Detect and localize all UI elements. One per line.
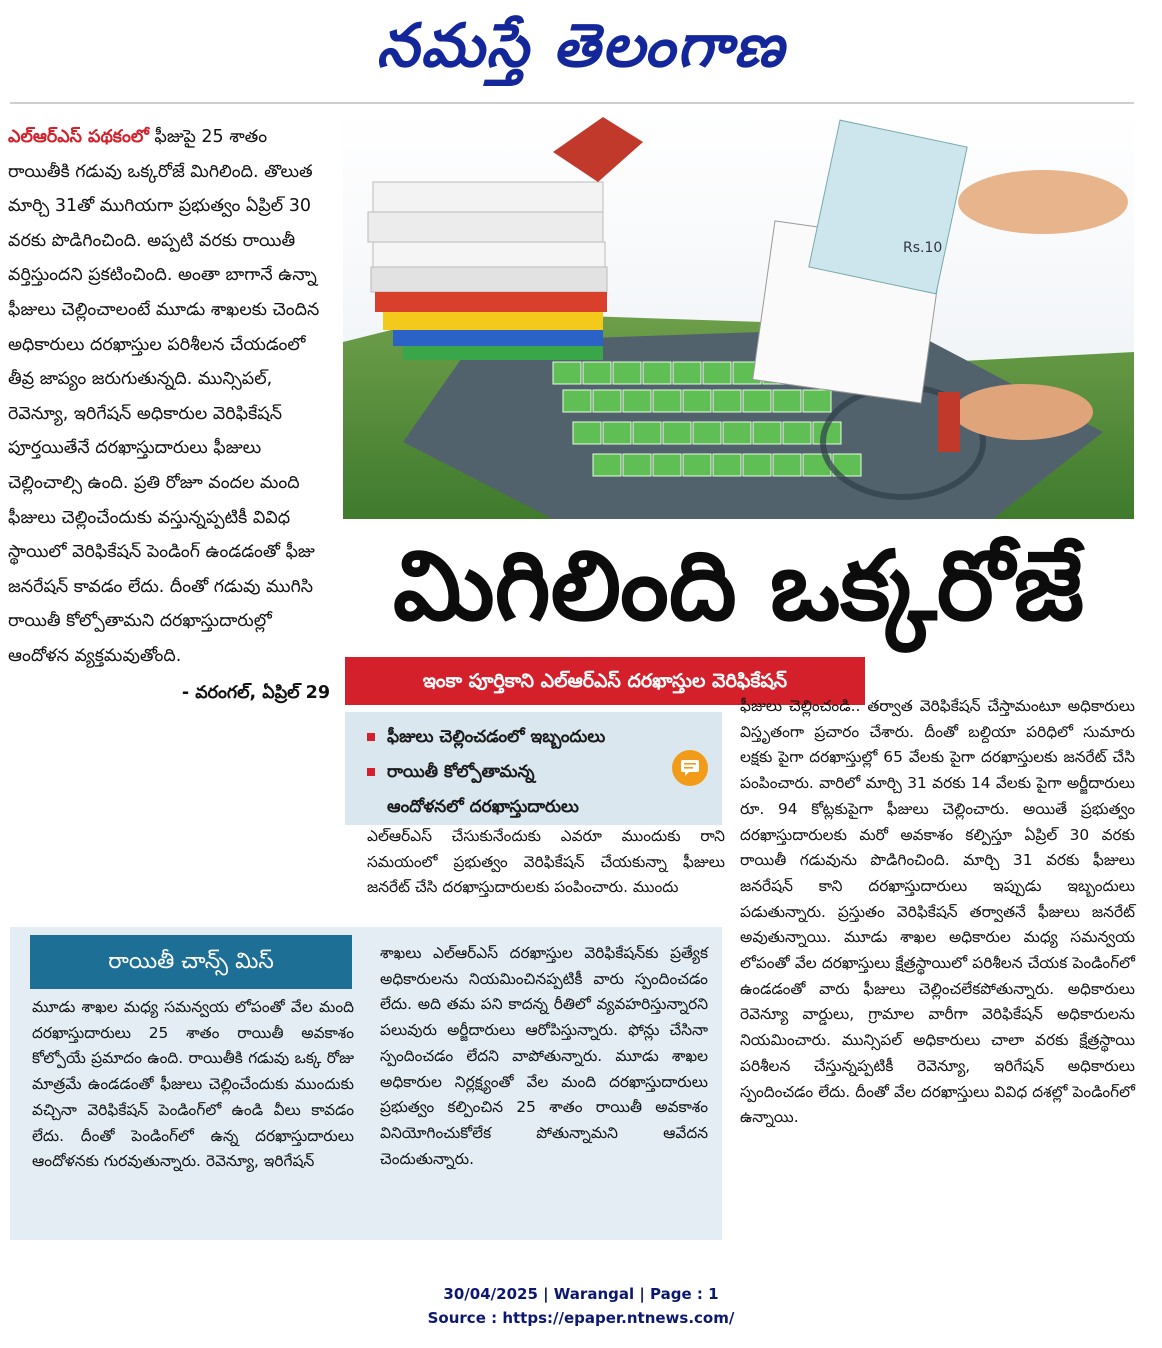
dateline: - వరంగల్‌, ఏప్రిల్‌ 29 [181, 682, 330, 703]
sidebar-box [10, 927, 722, 1240]
sidebar-paragraph-right: శాఖలు ఎల్‌ఆర్‌ఎస్‌ దరఖాస్తుల వెరిఫికేషన్‌కు ప్రత్యేక అధికారులను నియమించినప్పటికీ వారు స్పందించడం లేదు. అది తమ పని కాదన్న రీతిలో వ్యవహరిస్తున్నారని పలువురు అర్జీదారులు ఆరోపిస్తున్నారు. ఫోన్లు చేసినా స్పందించడం లేదని వాపోతున్నారు. మూడు శాఖల అధికారుల నిర్లక్ష్యంతో వేల మంది దరఖాస్తుదారులు ప్రభుత్వం కల్పించిన 25 శాతం రాయితీ అవకాశం వినియోగించుకోలేక పోతున్నామని ఆవేదన చెందుతున్నారు. [380, 944, 708, 1168]
lead-body: ఫీజుపై 25 శాతం రాయితీకి గడువు ఒక్కరోజే మిగిలింది. తొలుత మార్చి 31తో ముగియగా ప్రభుత్వం ఏప్రిల్‌ 30 వరకు పొడిగించింది. అప్పటి వరకు రాయితీ వర్తిస్తుందని ప్రకటించింది. అంతా బాగానే ఉన్నా ఫీజులు చెల్లించాలంటే మూడు శాఖలకు చెందిన అధికారులు దరఖాస్తుల పరిశీలన చేయడంలో తీవ్ర జాప్యం జరుగుతున్నది. మున్సిపల్‌, రెవెన్యూ, ఇరిగేషన్‌ అధికారుల వెరిఫికేషన్‌ పూర్తయితేనే దరఖాస్తుదారులు ఫీజులు చెల్లించాల్సి ఉంది. ప్రతి రోజూ వందల మంది ఫీజులు చెల్లించేందుకు వస్తున్నప్పటికీ వివిధ స్థాయిలో వెరిఫికేషన్‌ పెండింగ్‌ ఉండడంతో ఫీజు జనరేషన్‌ కావడం లేదు. దీంతో గడువు ముగిసి రాయితీ కోల్పోతామని దరఖాస్తుదారుల్లో ఆందోళన వ్యక్తమవుతోంది. [8, 127, 320, 666]
highlight-item [367, 720, 722, 755]
article-photo [343, 112, 1134, 519]
highlights-box [345, 712, 722, 825]
lead-kicker: ఎల్‌ఆర్‌ఎస్‌ పథకంలో [8, 127, 149, 147]
page-footer [0, 1282, 1162, 1330]
sidebar-title: రాయితీ చాన్స్‌ మిస్‌ [30, 935, 352, 989]
stamp-paper-label: Rs.10 [903, 240, 943, 256]
land-documents-illustration [343, 112, 1134, 519]
body-paragraph-right: ఫీజులు చెల్లించండి.. తర్వాత వెరిఫికేషన్‌ చేస్తామంటూ అధికారులు విస్తృతంగా ప్రచారం చేశారు. దీంతో బల్దియా పరిధిలో సుమారు లక్షకు పైగా దరఖాస్తుల్లో 65 వేలకు పైగా దరఖాస్తులకు జనరేట్‌ చేసి పంపించారు. వారిలో మార్చి 31 వరకు 14 వేలకు పైగా అర్జీదారులు రూ. 94 కోట్లకుపైగా ఫీజులు చెల్లించారు. అయితే ప్రభుత్వం దరఖాస్తుదారులకు మరో అవకాశం కల్పిస్తూ ఏప్రిల్‌ 30 వరకు రాయితీ గడువును పొడిగించింది. మార్చి 31 వరకు ఫీజులు జనరేషన్‌ కాని దరఖాస్తుదారులు ఇప్పుడు ఇబ్బందులు పడుతున్నారు. ప్రస్తుతం వెరిఫికేషన్‌ తర్వాతనే ఫీజులు జనరేట్‌ అవుతున్నాయి. మూడు శాఖల అధికారుల మధ్య సమన్వయ లోపంతో వేల దరఖాస్తులు క్షేత్రస్థాయిలో పరిశీలన చేయక పెండింగ్‌లో ఉండడంతో వారు ఫీజులు చెల్లించలేకపోతున్నారు. అధికారులు రెవెన్యూ వార్డులు, గ్రామాల వారీగా వెరిఫికేషన్‌ అధికారులను నియమించారు. మున్సిపల్‌ అధికారులు చాలా వరకు క్షేత్రస్థాయి పరిశీలన చేస్తున్నప్పటికీ రెవెన్యూ, ఇరిగేషన్‌ అధికారులు స్పందించడం లేదు. దీంతో వేల దరఖాస్తులు వివిధ దశల్లో పెండింగ్‌లో ఉన్నాయి. [740, 697, 1135, 1127]
footer-source-line: Source : https://epaper.ntnews.com/ [427, 1309, 735, 1327]
highlight-item-continued: ఆందోళనలో దరఖాస్తుదారులు [387, 797, 579, 817]
masthead-rule [10, 102, 1134, 104]
lead-column [8, 120, 330, 910]
highlight-text: రాయితీ కోల్పోతామన్న [387, 762, 535, 782]
speech-bubble-icon [672, 750, 708, 786]
highlight-text: ఫీజులు చెల్లించడంలో ఇబ్బందులు [387, 727, 606, 747]
bullet-icon [367, 768, 375, 776]
bullet-icon [367, 733, 375, 741]
highlight-item [367, 755, 722, 790]
headline: మిగిలింది ఒక్కరోజే [393, 530, 1084, 642]
body-paragraph-mid: ఎల్‌ఆర్‌ఎస్‌ చేసుకునేందుకు ఎవరూ ముందుకు రాని సమయంలో ప్రభుత్వం వెరిఫికేషన్‌ చేయకున్నా ఫీజులు జనరేట్‌ చేసి దరఖాస్తుదారులకు పంపించారు. ముందు [367, 827, 725, 897]
subheadline-banner: ఇంకా పూర్తికాని ఎల్‌ఆర్‌ఎస్‌ దరఖాస్తుల వెరిఫికేషన్‌ [345, 657, 865, 705]
sidebar-paragraph-left: మూడు శాఖల మధ్య సమన్వయ లోపంతో వేల మంది దరఖాస్తుదారులు 25 శాతం రాయితీ అవకాశం కోల్పోయే ప్రమాదం ఉంది. రాయితీకి గడువు ఒక్క రోజు మాత్రమే ఉండడంతో ఫీజులు చెల్లించేందుకు ముందుకు వచ్చినా వెరిఫికేషన్‌ పెండింగ్‌లో ఉండి వీలు కావడం లేదు. దీంతో పెండింగ్‌లో ఉన్న దరఖాస్తుదారులు ఆందోళనకు గురవుతున్నారు. రెవెన్యూ, ఇరిగేషన్‌ [32, 998, 354, 1171]
newspaper-logo: నమస్తే తెలంగాణ [376, 11, 786, 81]
masthead [0, 0, 1162, 90]
lead-paragraph [8, 120, 330, 710]
footer-edition-line: 30/04/2025 | Warangal | Page : 1 [443, 1285, 719, 1303]
